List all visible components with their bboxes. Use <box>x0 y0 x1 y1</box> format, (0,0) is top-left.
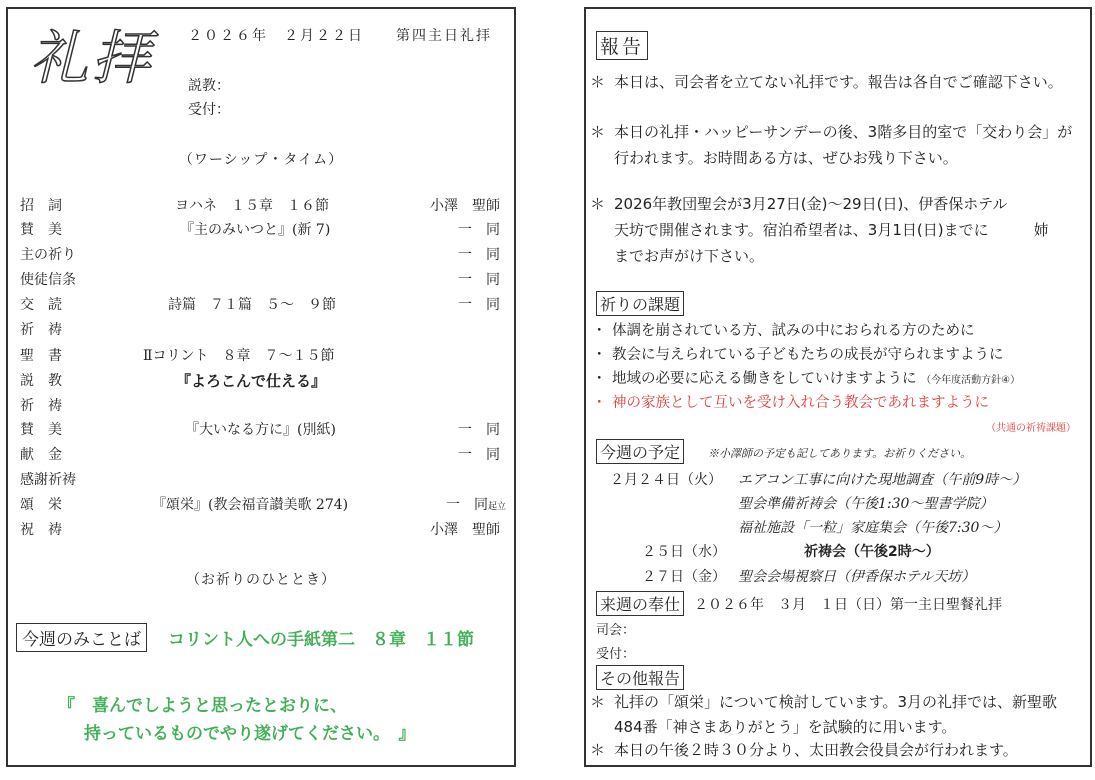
schedule-event: 聖会準備祈祷会（午後1:30～聖書学院） <box>738 496 994 512</box>
prayer-text: 神の家族として互いを受け入れ合う教会であれますように <box>612 395 989 411</box>
report-line: 天坊で開催されます。宿泊希望者は、3月1日(日)までに 姉 <box>614 221 1049 239</box>
prayer-item <box>592 319 975 340</box>
order-row <box>20 269 500 293</box>
order-by: 小澤 聖師 <box>430 522 500 538</box>
report-line: 行われます。お時間ある方は、ぜひお残り下さい。 <box>614 149 958 167</box>
order-item: 聖 書 <box>20 348 62 364</box>
order-row <box>20 244 500 268</box>
mc-label: 司会： <box>596 623 636 638</box>
order-item: 交 読 <box>20 297 62 313</box>
other-line: 本日の午後２時３０分より、太田教会役員会が行われます。 <box>614 741 1018 759</box>
prayer-note: （共通の祈祷課題） <box>986 423 1076 434</box>
order-row <box>20 444 500 468</box>
order-by: 一 同 <box>458 222 500 238</box>
order-by: 一 同 <box>458 447 500 463</box>
prayer-note: （今年度活動方針④） <box>921 375 1021 386</box>
order-by <box>446 494 506 514</box>
asterisk-icon: ＊ <box>590 693 606 711</box>
verse-line-1: 『 喜んでしようと思ったとおりに、 <box>58 696 347 716</box>
worship-time: （ワーシップ・タイム） <box>178 152 344 168</box>
service-date: ２０２６年 ２月２２日 第四主日礼拝 <box>188 28 492 44</box>
order-row <box>20 469 500 493</box>
prayer-item <box>592 367 1020 388</box>
report-line: 2026年教団聖会が3月27日(金)～29日(日)、伊香保ホテル <box>614 195 1008 213</box>
schedule-date: ２７日（金） <box>642 569 726 585</box>
asterisk-icon: ＊ <box>590 73 606 91</box>
schedule-event: 祈祷会（午後2時～） <box>804 544 940 560</box>
schedule-event: 福祉施設「一粒」家庭集会（午後7:30～） <box>738 520 1008 536</box>
schedule-date: ２月２４日（火） <box>610 472 722 488</box>
announcements-panel <box>584 7 1092 767</box>
next-week-heading: 来週の奉仕 <box>596 591 684 616</box>
bullet-icon: ・ <box>592 371 607 387</box>
order-row <box>20 195 500 219</box>
bullet-icon: ・ <box>592 395 607 411</box>
prayer-text: 体調を崩されている方、試みの中におられる方のために <box>612 323 975 339</box>
order-row <box>20 219 500 243</box>
prayer-heading: 祈りの課題 <box>596 291 684 316</box>
order-row <box>20 395 500 419</box>
order-by-text: 一 同 <box>445 497 488 513</box>
order-item: 招 詞 <box>20 198 62 214</box>
bullet-icon: ・ <box>592 347 607 363</box>
report-line: 本日の礼拝・ハッピーサンデーの後、3階多目的室で「交わり会」が <box>614 123 1073 141</box>
order-item: 感謝祈祷 <box>20 472 76 488</box>
stand-note: 起立 <box>487 502 506 512</box>
sermon-title: 『よろこんで仕える』 <box>176 372 327 390</box>
order-row <box>20 419 500 443</box>
next-week-service: ２０２６年 ３月 １日（日）第一主日聖餐礼拝 <box>694 597 1002 613</box>
order-by: 一 同 <box>458 272 500 288</box>
order-by: 一 同 <box>458 422 500 438</box>
other-heading: その他報告 <box>596 665 684 690</box>
report-line: までお声がけ下さい。 <box>614 247 765 265</box>
order-content: 『主のみいつと』(新 7) <box>180 222 331 238</box>
reception-label: 受付： <box>188 102 230 118</box>
order-content: 『大いなる方に』(別紙) <box>185 422 336 438</box>
asterisk-icon: ＊ <box>590 195 606 213</box>
order-by: 小澤 聖師 <box>430 198 500 214</box>
order-item: 祝 祷 <box>20 522 62 538</box>
schedule-event: エアコン工事に向けた現地調査（午前9時～） <box>738 472 1027 488</box>
sermon-label: 説教： <box>188 78 230 94</box>
order-item: 賛 美 <box>20 222 62 238</box>
bulletin-title: 礼拝 <box>30 24 155 92</box>
order-item: 使徒信条 <box>20 272 76 288</box>
asterisk-icon: ＊ <box>590 741 606 759</box>
order-content: ヨハネ １５章 １６節 <box>175 198 329 214</box>
verse-line-2: 持っているものでやり遂げてください。 』 <box>84 724 416 744</box>
other-line: 484番「神さまありがとう」を試験的に用います。 <box>614 718 957 736</box>
order-by: 一 同 <box>458 297 500 313</box>
order-item: 賛 美 <box>20 422 62 438</box>
report-heading: 報告 <box>596 31 648 60</box>
order-row <box>20 494 506 518</box>
schedule-date: ２５日（水） <box>642 544 726 560</box>
asterisk-icon: ＊ <box>590 123 606 141</box>
order-item: 主の祈り <box>20 247 76 263</box>
prayer-time: （お祈りのひととき） <box>186 572 336 588</box>
order-row <box>20 345 500 369</box>
prayer-item <box>592 391 989 412</box>
worship-bulletin-panel <box>6 7 516 767</box>
order-item: 頌 栄 <box>20 497 62 513</box>
bullet-icon: ・ <box>592 323 607 339</box>
report-line: 本日は、司会者を立てない礼拝です。報告は各自でご確認下さい。 <box>614 73 1063 91</box>
order-content: 詩篇 ７１篇 ５～ ９節 <box>168 297 336 313</box>
prayer-text: 地域の必要に応える働きをしていけますように <box>612 371 917 387</box>
order-row <box>20 370 500 394</box>
order-by: 一 同 <box>458 247 500 263</box>
prayer-item <box>592 343 1004 364</box>
schedule-event: 聖会会場視察日（伊香保ホテル天坊） <box>738 569 976 585</box>
order-row <box>20 519 500 543</box>
order-content: Ⅱコリント ８章 ７～１５節 <box>143 348 335 364</box>
weekly-word-label: 今週のみことば <box>16 623 147 652</box>
other-line: 礼拝の「頌栄」について検討しています。3月の礼拝では、新聖歌 <box>614 693 1058 711</box>
schedule-note: ※小澤師の予定も記してあります。お祈りください。 <box>708 447 972 460</box>
order-item: 献 金 <box>20 447 62 463</box>
reception-label: 受付： <box>596 647 636 662</box>
order-row <box>20 319 500 343</box>
weekly-word-reference: コリント人への手紙第二 ８章 １１節 <box>168 630 474 650</box>
order-content: 『頌栄』(教会福音讃美歌 274) <box>152 497 349 513</box>
order-item: 祈 祷 <box>20 322 62 338</box>
order-item: 祈 祷 <box>20 398 62 414</box>
schedule-heading: 今週の予定 <box>596 439 684 464</box>
order-row <box>20 294 500 318</box>
order-item: 説 教 <box>20 373 62 389</box>
prayer-text: 教会に与えられている子どもたちの成長が守られますように <box>612 347 1004 363</box>
